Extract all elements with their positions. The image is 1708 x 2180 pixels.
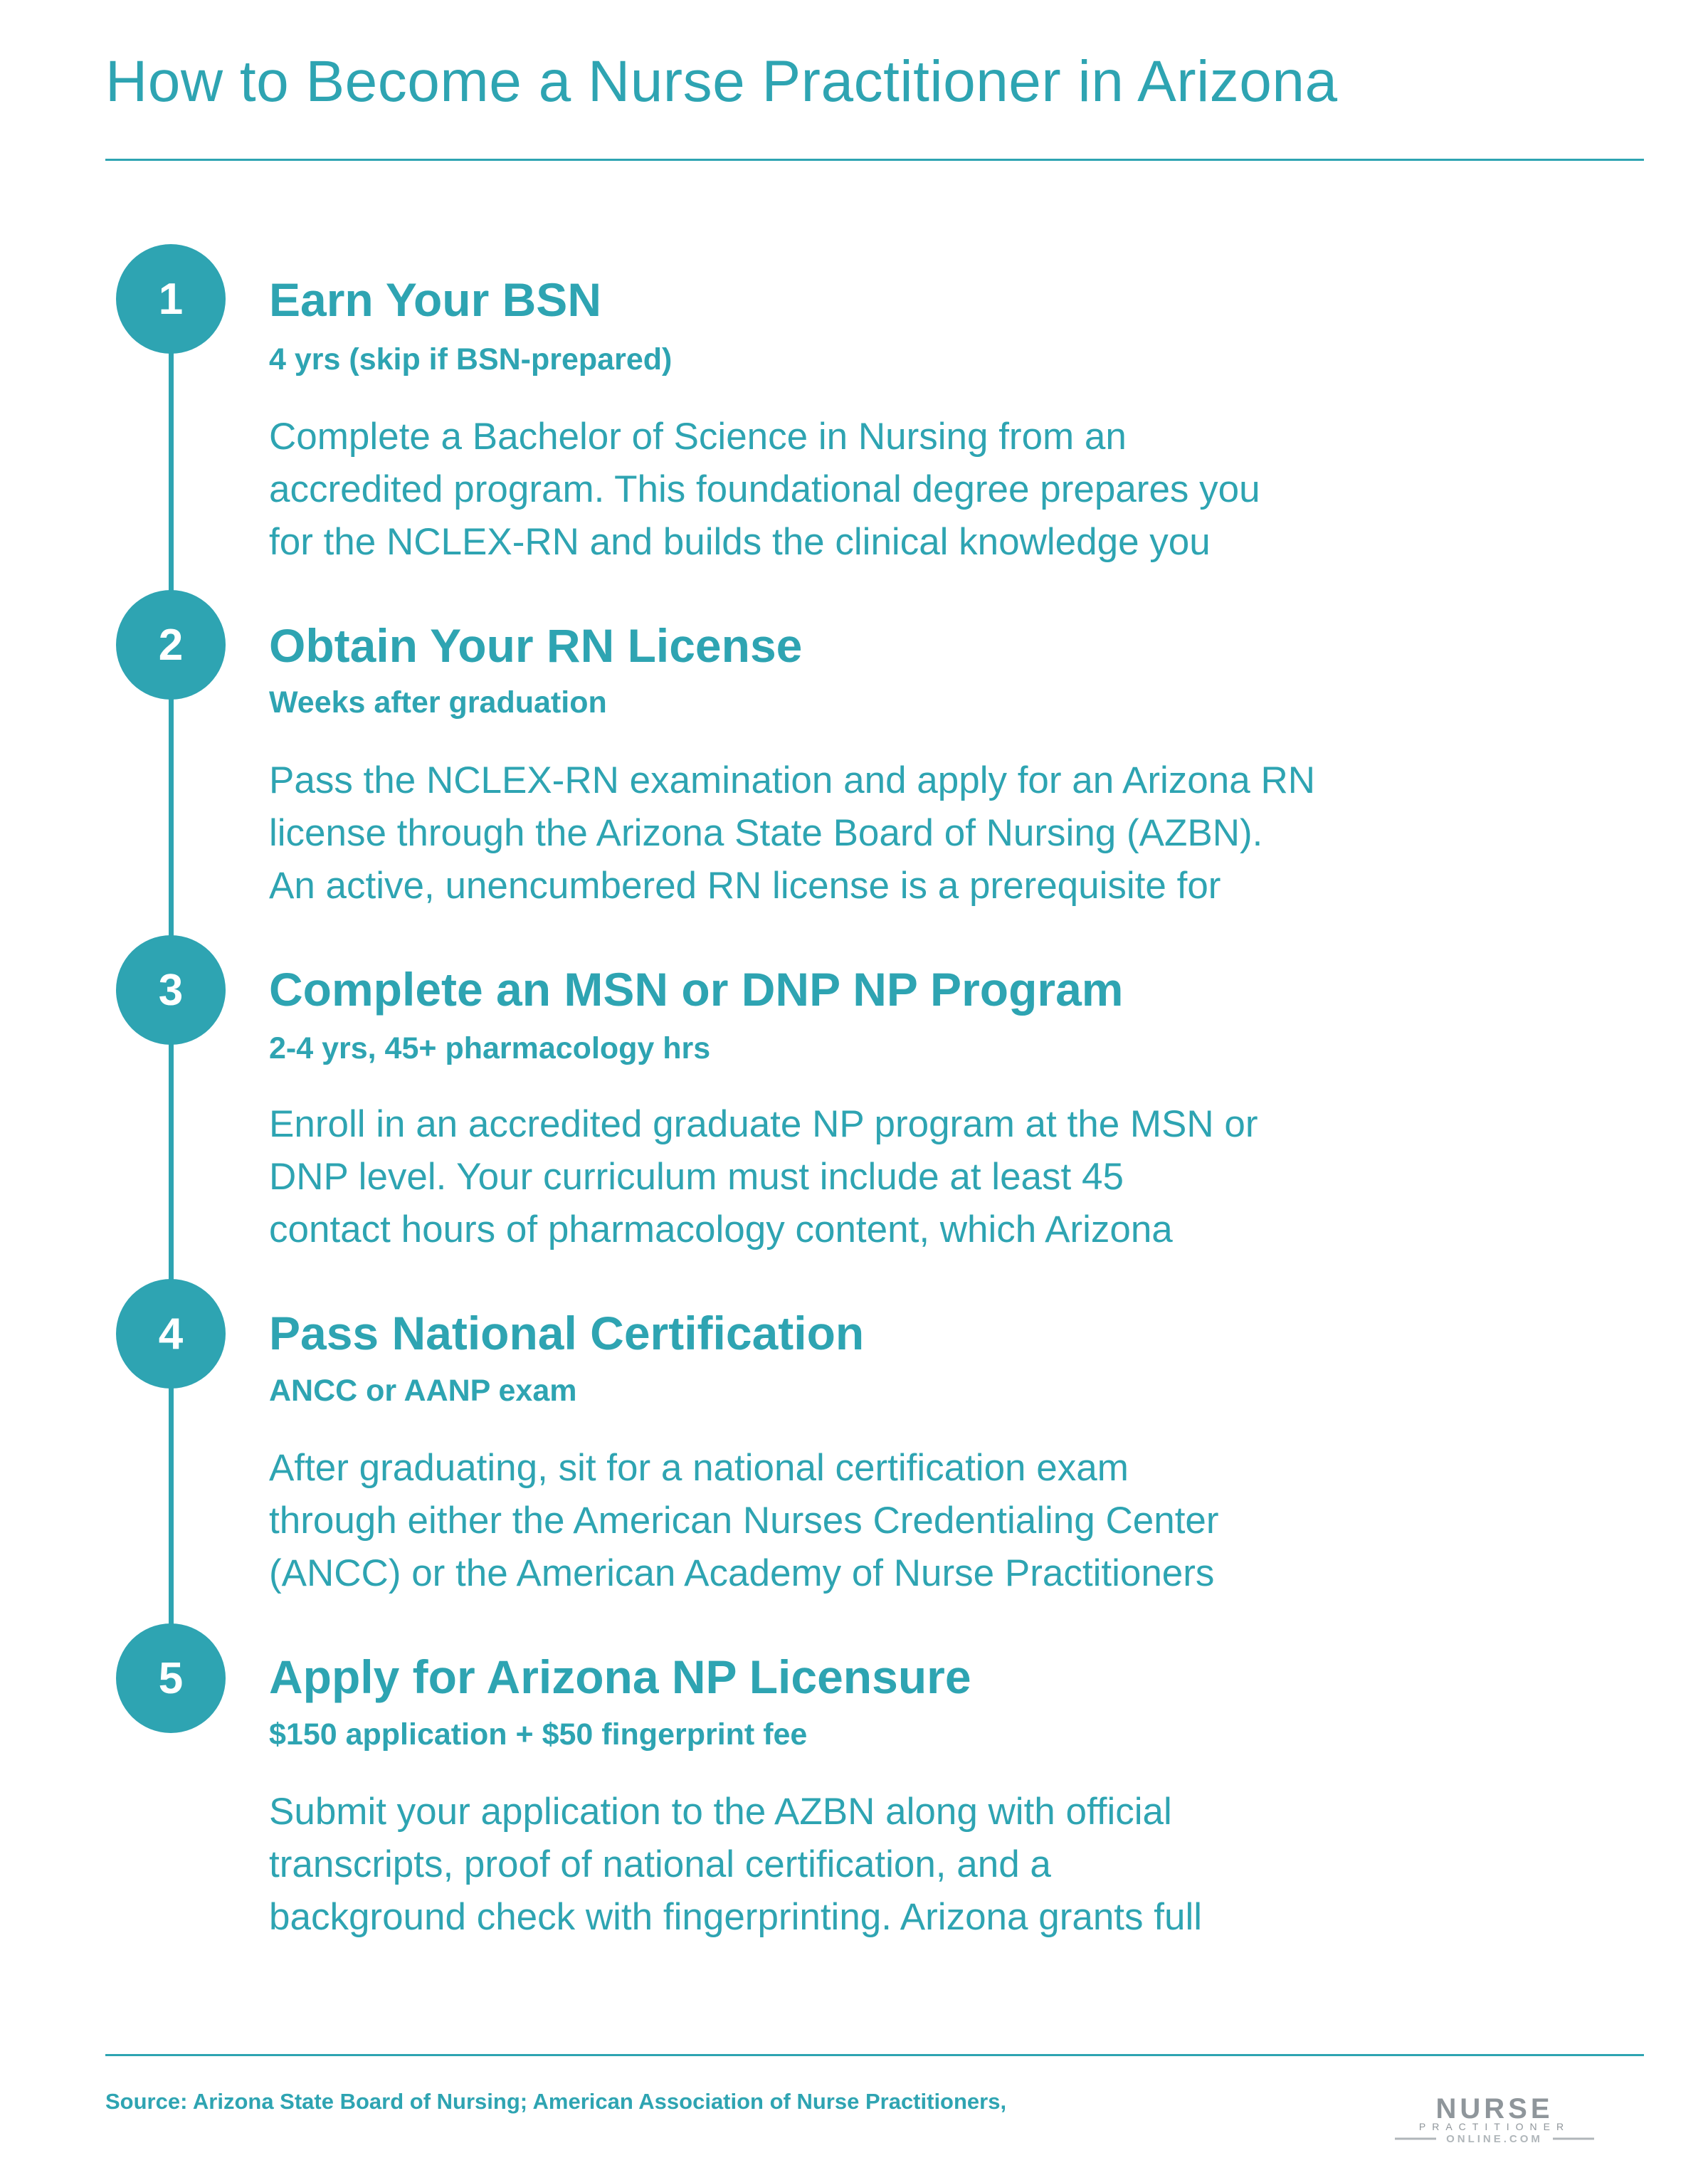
step-description-line: transcripts, proof of national certification, and a [269, 1843, 1051, 1885]
step-description-line: Enroll in an accredited graduate NP program at the MSN or [269, 1103, 1258, 1145]
step-description [269, 1786, 1479, 1944]
step-subtitle: $150 application + $50 fingerprint fee [269, 1717, 808, 1752]
page-title: How to Become a Nurse Practitioner in Arizona [105, 49, 1338, 114]
nurse-practitioner-online-logo [1388, 2095, 1601, 2146]
source-citation: Source: Arizona State Board of Nursing; American Association of Nurse Practitioners, [105, 2089, 1007, 2114]
step-title: Obtain Your RN License [269, 619, 803, 672]
step-subtitle: Weeks after graduation [269, 685, 607, 720]
step-number-badge: 4 [116, 1279, 226, 1389]
step-description-line: Complete a Bachelor of Science in Nursing from an [269, 416, 1127, 458]
step-subtitle: 4 yrs (skip if BSN-prepared) [269, 342, 673, 377]
step-description-line: Submit your application to the AZBN along with official [269, 1791, 1172, 1833]
top-divider [105, 159, 1644, 161]
step-title: Apply for Arizona NP Licensure [269, 1650, 971, 1703]
step-description-line: DNP level. Your curriculum must include at least 45 [269, 1156, 1124, 1198]
step-description [269, 1442, 1479, 1600]
step-description-line: An active, unencumbered RN license is a prerequisite for [269, 865, 1221, 907]
step-description-line: After graduating, sit for a national certification exam [269, 1447, 1129, 1489]
step-description-line: through either the American Nurses Credentialing Center [269, 1500, 1219, 1542]
step-subtitle: 2-4 yrs, 45+ pharmacology hrs [269, 1031, 711, 1065]
step-description-line: license through the Arizona State Board of Nursing (AZBN). [269, 812, 1263, 854]
step-description-line: contact hours of pharmacology content, which Arizona [269, 1209, 1173, 1250]
step-description [269, 411, 1479, 569]
step-description-line: background check with fingerprinting. Arizona grants full [269, 1896, 1202, 1938]
step-number-badge: 2 [116, 590, 226, 700]
step-description [269, 1098, 1479, 1256]
step-description-line: accredited program. This foundational degree prepares you [269, 468, 1260, 510]
step-description-line: Pass the NCLEX-RN examination and apply for an Arizona RN [269, 759, 1315, 801]
step-subtitle: ANCC or AANP exam [269, 1374, 577, 1408]
step-description [269, 754, 1479, 912]
logo-line-online: ONLINE.COM [1446, 2133, 1543, 2145]
step-title: Earn Your BSN [269, 273, 601, 326]
step-description-line: (ANCC) or the American Academy of Nurse Practitioners [269, 1552, 1215, 1594]
logo-line-practitioner: PRACTITIONER [1418, 2121, 1571, 2132]
step-number-badge: 1 [116, 244, 226, 354]
logo-line-nurse: NURSE [1435, 2095, 1554, 2124]
bottom-divider [105, 2054, 1644, 2056]
step-title: Pass National Certification [269, 1307, 865, 1359]
step-description-line: for the NCLEX-RN and builds the clinical knowledge you [269, 521, 1211, 563]
step-number-badge: 5 [116, 1623, 226, 1733]
step-title: Complete an MSN or DNP NP Program [269, 963, 1124, 1016]
step-number-badge: 3 [116, 935, 226, 1045]
